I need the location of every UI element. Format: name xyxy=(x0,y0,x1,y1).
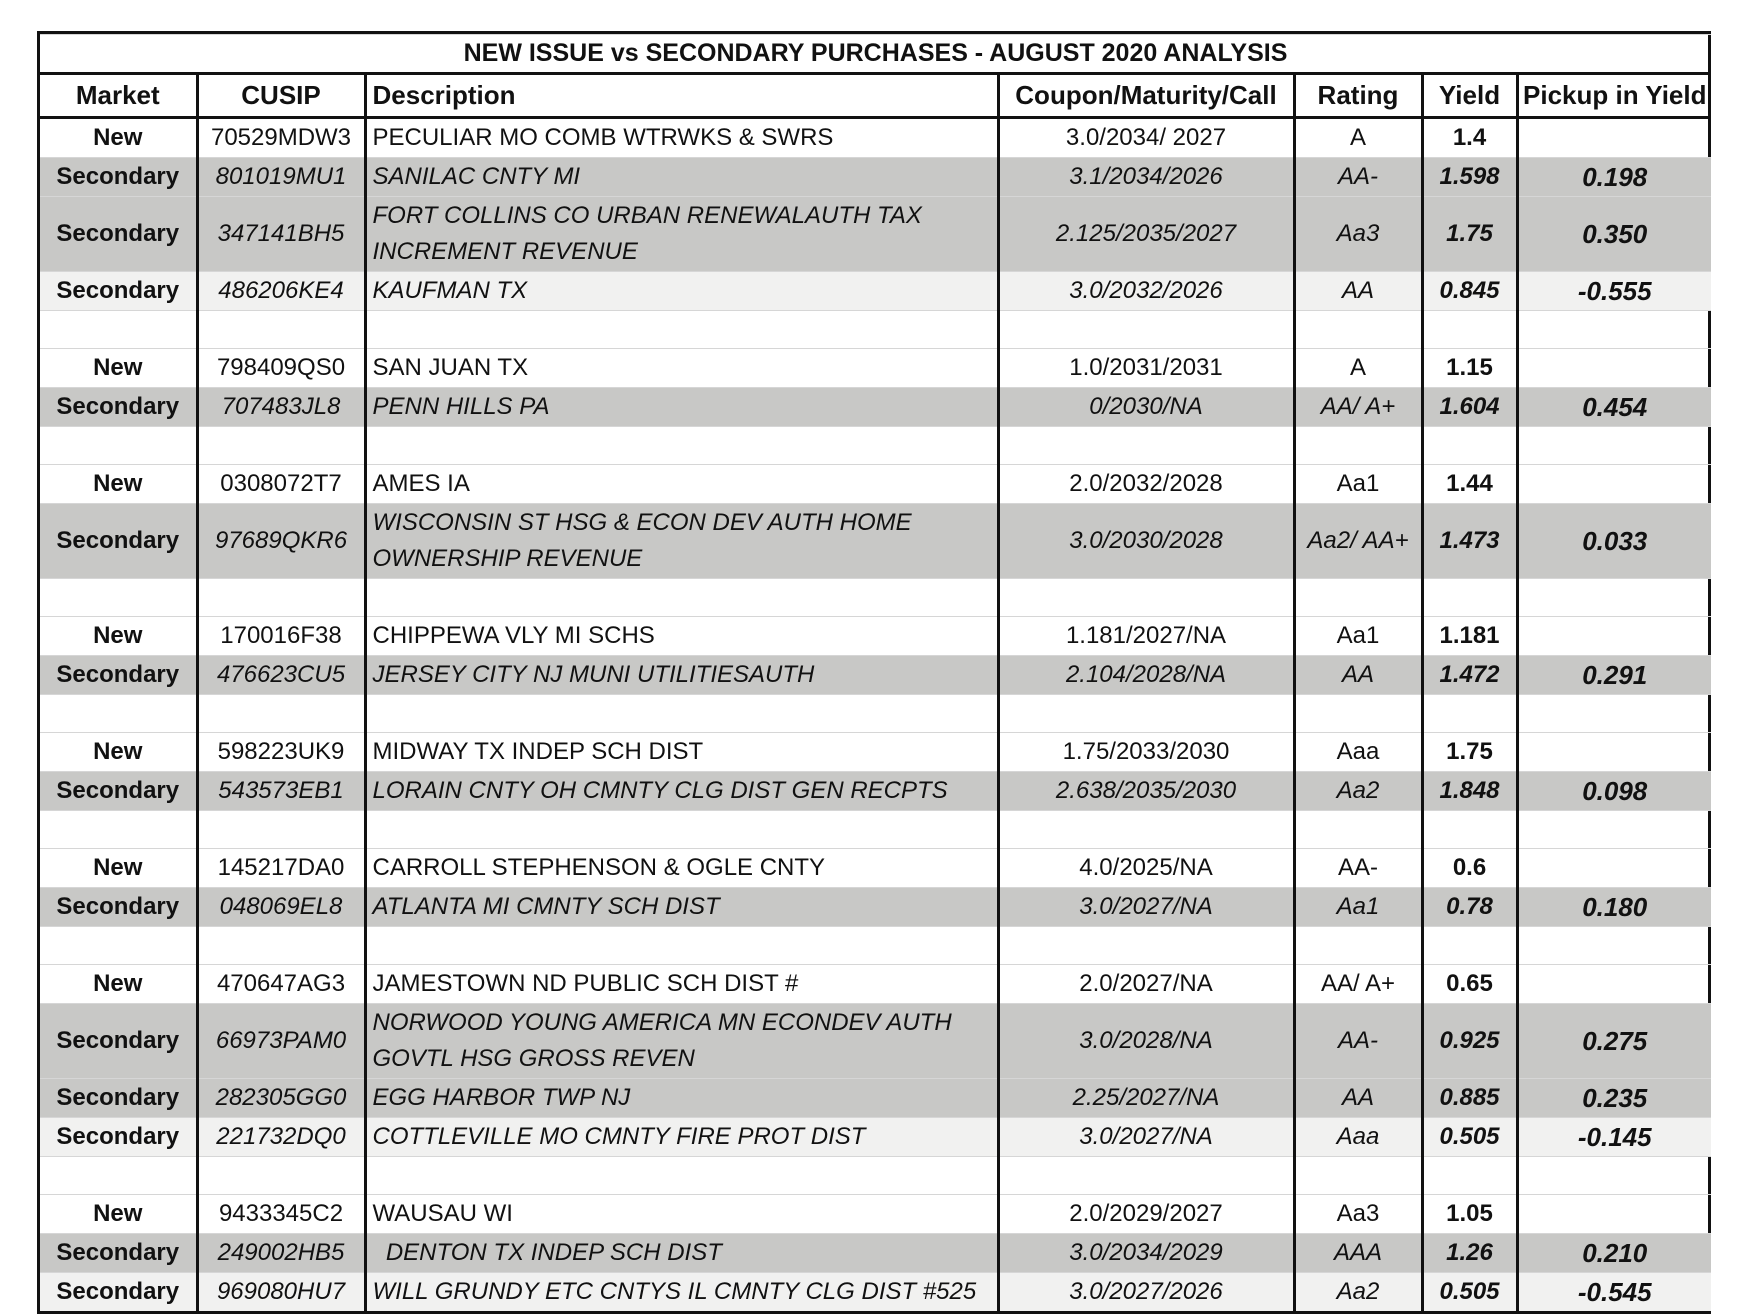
table-row xyxy=(40,888,1711,927)
yield-cell: 1.848 xyxy=(1422,772,1517,811)
description-cell: WISCONSIN ST HSG & ECON DEV AUTH HOME OWNERSHIP REVENUE xyxy=(365,504,998,579)
description-cell xyxy=(365,1157,998,1195)
pickup-cell xyxy=(1517,1157,1711,1195)
market-cell: Secondary xyxy=(40,1273,197,1312)
coupon-maturity-call-cell xyxy=(998,811,1294,849)
rating-cell: Aaa xyxy=(1294,733,1422,772)
table-row xyxy=(40,849,1711,888)
cusip-cell: 282305GG0 xyxy=(197,1079,365,1118)
pickup-cell xyxy=(1517,118,1711,158)
yield-cell: 0.65 xyxy=(1422,965,1517,1004)
market-cell: Secondary xyxy=(40,1234,197,1273)
table-row xyxy=(40,1195,1711,1234)
market-cell xyxy=(40,927,197,965)
sheet-title: NEW ISSUE vs SECONDARY PURCHASES - AUGUST 2020 ANALYSIS xyxy=(40,35,1711,74)
cusip-cell: 145217DA0 xyxy=(197,849,365,888)
yield-cell xyxy=(1422,427,1517,465)
header-rating: Rating xyxy=(1294,74,1422,118)
market-cell: Secondary xyxy=(40,1118,197,1157)
rating-cell xyxy=(1294,311,1422,349)
market-cell: New xyxy=(40,849,197,888)
header-pickup: Pickup in Yield xyxy=(1517,74,1711,118)
market-cell: Secondary xyxy=(40,1004,197,1079)
yield-cell: 1.604 xyxy=(1422,388,1517,427)
rating-cell xyxy=(1294,427,1422,465)
yield-cell xyxy=(1422,695,1517,733)
cusip-cell: 798409QS0 xyxy=(197,349,365,388)
market-cell: Secondary xyxy=(40,1079,197,1118)
cusip-cell: 707483JL8 xyxy=(197,388,365,427)
table-row xyxy=(40,1079,1711,1118)
rating-cell: AA/ A+ xyxy=(1294,388,1422,427)
analysis-sheet xyxy=(37,31,1711,1314)
rating-cell: A xyxy=(1294,349,1422,388)
description-cell: LORAIN CNTY OH CMNTY CLG DIST GEN RECPTS xyxy=(365,772,998,811)
cusip-cell xyxy=(197,1157,365,1195)
coupon-maturity-call-cell: 2.125/2035/2027 xyxy=(998,197,1294,272)
rating-cell: Aa2 xyxy=(1294,772,1422,811)
cusip-cell xyxy=(197,311,365,349)
coupon-maturity-call-cell: 3.0/2032/2026 xyxy=(998,272,1294,311)
coupon-maturity-call-cell: 3.0/2027/NA xyxy=(998,888,1294,927)
coupon-maturity-call-cell: 2.638/2035/2030 xyxy=(998,772,1294,811)
cusip-cell: 249002HB5 xyxy=(197,1234,365,1273)
coupon-maturity-call-cell xyxy=(998,695,1294,733)
yield-cell: 1.26 xyxy=(1422,1234,1517,1273)
coupon-maturity-call-cell: 2.25/2027/NA xyxy=(998,1079,1294,1118)
pickup-cell: 0.350 xyxy=(1517,197,1711,272)
description-cell xyxy=(365,695,998,733)
rating-cell: Aaa xyxy=(1294,1118,1422,1157)
coupon-maturity-call-cell: 3.0/2030/2028 xyxy=(998,504,1294,579)
header-description: Description xyxy=(365,74,998,118)
header-market: Market xyxy=(40,74,197,118)
rating-cell xyxy=(1294,1157,1422,1195)
pickup-cell xyxy=(1517,733,1711,772)
purchases-table xyxy=(40,34,1711,1311)
header-coupon-maturity-call: Coupon/Maturity/Call xyxy=(998,74,1294,118)
rating-cell: Aa3 xyxy=(1294,1195,1422,1234)
header-cusip: CUSIP xyxy=(197,74,365,118)
yield-cell xyxy=(1422,579,1517,617)
description-cell: AMES IA xyxy=(365,465,998,504)
rating-cell: AA xyxy=(1294,1079,1422,1118)
yield-cell xyxy=(1422,927,1517,965)
description-cell xyxy=(365,927,998,965)
table-row xyxy=(40,1273,1711,1312)
pickup-cell xyxy=(1517,695,1711,733)
coupon-maturity-call-cell xyxy=(998,311,1294,349)
description-cell xyxy=(365,311,998,349)
spacer-row xyxy=(40,427,1711,465)
rating-cell: Aa1 xyxy=(1294,888,1422,927)
market-cell: Secondary xyxy=(40,272,197,311)
rating-cell: Aa1 xyxy=(1294,617,1422,656)
yield-cell: 1.15 xyxy=(1422,349,1517,388)
description-cell: ATLANTA MI CMNTY SCH DIST xyxy=(365,888,998,927)
market-cell xyxy=(40,695,197,733)
pickup-cell: 0.098 xyxy=(1517,772,1711,811)
pickup-cell: 0.454 xyxy=(1517,388,1711,427)
yield-cell xyxy=(1422,311,1517,349)
cusip-cell: 476623CU5 xyxy=(197,656,365,695)
rating-cell: AA- xyxy=(1294,1004,1422,1079)
description-cell: DENTON TX INDEP SCH DIST xyxy=(365,1234,998,1273)
pickup-cell: -0.555 xyxy=(1517,272,1711,311)
market-cell xyxy=(40,811,197,849)
description-cell xyxy=(365,579,998,617)
pickup-cell: 0.291 xyxy=(1517,656,1711,695)
cusip-cell: 0308072T7 xyxy=(197,465,365,504)
spacer-row xyxy=(40,811,1711,849)
cusip-cell xyxy=(197,927,365,965)
yield-cell: 1.598 xyxy=(1422,158,1517,197)
table-row xyxy=(40,388,1711,427)
cusip-cell: 801019MU1 xyxy=(197,158,365,197)
cusip-cell: 543573EB1 xyxy=(197,772,365,811)
cusip-cell xyxy=(197,811,365,849)
description-cell: COTTLEVILLE MO CMNTY FIRE PROT DIST xyxy=(365,1118,998,1157)
pickup-cell: 0.210 xyxy=(1517,1234,1711,1273)
spacer-row xyxy=(40,1157,1711,1195)
description-cell: CARROLL STEPHENSON & OGLE CNTY xyxy=(365,849,998,888)
spacer-row xyxy=(40,311,1711,349)
coupon-maturity-call-cell: 2.0/2032/2028 xyxy=(998,465,1294,504)
market-cell: New xyxy=(40,349,197,388)
yield-cell: 1.181 xyxy=(1422,617,1517,656)
cusip-cell xyxy=(197,579,365,617)
yield-cell: 0.505 xyxy=(1422,1118,1517,1157)
coupon-maturity-call-cell: 2.104/2028/NA xyxy=(998,656,1294,695)
pickup-cell xyxy=(1517,927,1711,965)
table-row xyxy=(40,118,1711,158)
coupon-maturity-call-cell: 3.0/2028/NA xyxy=(998,1004,1294,1079)
pickup-cell xyxy=(1517,465,1711,504)
rating-cell: AA- xyxy=(1294,849,1422,888)
yield-cell: 1.44 xyxy=(1422,465,1517,504)
table-row xyxy=(40,272,1711,311)
rating-cell xyxy=(1294,579,1422,617)
coupon-maturity-call-cell xyxy=(998,1157,1294,1195)
rating-cell: Aa3 xyxy=(1294,197,1422,272)
cusip-cell xyxy=(197,695,365,733)
cusip-cell: 70529MDW3 xyxy=(197,118,365,158)
pickup-cell: 0.198 xyxy=(1517,158,1711,197)
pickup-cell xyxy=(1517,617,1711,656)
coupon-maturity-call-cell: 3.0/2027/2026 xyxy=(998,1273,1294,1312)
yield-cell: 0.78 xyxy=(1422,888,1517,927)
pickup-cell: -0.545 xyxy=(1517,1273,1711,1312)
pickup-cell: -0.145 xyxy=(1517,1118,1711,1157)
pickup-cell xyxy=(1517,965,1711,1004)
coupon-maturity-call-cell: 3.0/2034/2029 xyxy=(998,1234,1294,1273)
market-cell: New xyxy=(40,118,197,158)
pickup-cell: 0.275 xyxy=(1517,1004,1711,1079)
cusip-cell: 470647AG3 xyxy=(197,965,365,1004)
description-cell: MIDWAY TX INDEP SCH DIST xyxy=(365,733,998,772)
table-row xyxy=(40,465,1711,504)
cusip-cell: 486206KE4 xyxy=(197,272,365,311)
description-cell: SAN JUAN TX xyxy=(365,349,998,388)
table-row xyxy=(40,733,1711,772)
description-cell: CHIPPEWA VLY MI SCHS xyxy=(365,617,998,656)
pickup-cell xyxy=(1517,349,1711,388)
cusip-cell: 9433345C2 xyxy=(197,1195,365,1234)
table-row xyxy=(40,504,1711,579)
yield-cell: 0.845 xyxy=(1422,272,1517,311)
description-cell xyxy=(365,811,998,849)
coupon-maturity-call-cell xyxy=(998,927,1294,965)
description-cell: NORWOOD YOUNG AMERICA MN ECONDEV AUTH GOVTL HSG GROSS REVEN xyxy=(365,1004,998,1079)
description-cell: JERSEY CITY NJ MUNI UTILITIESAUTH xyxy=(365,656,998,695)
market-cell xyxy=(40,1157,197,1195)
spacer-row xyxy=(40,579,1711,617)
pickup-cell: 0.033 xyxy=(1517,504,1711,579)
market-cell: Secondary xyxy=(40,158,197,197)
market-cell: Secondary xyxy=(40,656,197,695)
market-cell: New xyxy=(40,465,197,504)
rating-cell: Aa2/ AA+ xyxy=(1294,504,1422,579)
coupon-maturity-call-cell xyxy=(998,579,1294,617)
header-yield: Yield xyxy=(1422,74,1517,118)
table-row xyxy=(40,965,1711,1004)
yield-cell: 1.75 xyxy=(1422,733,1517,772)
market-cell: Secondary xyxy=(40,197,197,272)
description-cell: JAMESTOWN ND PUBLIC SCH DIST # xyxy=(365,965,998,1004)
coupon-maturity-call-cell: 1.181/2027/NA xyxy=(998,617,1294,656)
cusip-cell: 97689QKR6 xyxy=(197,504,365,579)
pickup-cell xyxy=(1517,579,1711,617)
yield-cell: 0.885 xyxy=(1422,1079,1517,1118)
rating-cell: AA- xyxy=(1294,158,1422,197)
market-cell xyxy=(40,311,197,349)
description-cell: FORT COLLINS CO URBAN RENEWALAUTH TAX INCREMENT REVENUE xyxy=(365,197,998,272)
description-cell: WILL GRUNDY ETC CNTYS IL CMNTY CLG DIST #525 xyxy=(365,1273,998,1312)
spacer-row xyxy=(40,927,1711,965)
coupon-maturity-call-cell xyxy=(998,427,1294,465)
description-cell: SANILAC CNTY MI xyxy=(365,158,998,197)
market-cell: New xyxy=(40,617,197,656)
cusip-cell: 598223UK9 xyxy=(197,733,365,772)
cusip-cell: 048069EL8 xyxy=(197,888,365,927)
market-cell: New xyxy=(40,1195,197,1234)
market-cell: New xyxy=(40,965,197,1004)
description-cell: PENN HILLS PA xyxy=(365,388,998,427)
pickup-cell xyxy=(1517,849,1711,888)
pickup-cell: 0.235 xyxy=(1517,1079,1711,1118)
rating-cell: AA xyxy=(1294,272,1422,311)
pickup-cell xyxy=(1517,427,1711,465)
yield-cell xyxy=(1422,1157,1517,1195)
pickup-cell xyxy=(1517,1195,1711,1234)
table-row xyxy=(40,656,1711,695)
coupon-maturity-call-cell: 2.0/2029/2027 xyxy=(998,1195,1294,1234)
table-row xyxy=(40,158,1711,197)
table-row xyxy=(40,1118,1711,1157)
description-cell: KAUFMAN TX xyxy=(365,272,998,311)
cusip-cell: 969080HU7 xyxy=(197,1273,365,1312)
rating-cell xyxy=(1294,927,1422,965)
coupon-maturity-call-cell: 3.0/2027/NA xyxy=(998,1118,1294,1157)
description-cell: EGG HARBOR TWP NJ xyxy=(365,1079,998,1118)
yield-cell: 1.4 xyxy=(1422,118,1517,158)
rating-cell: AAA xyxy=(1294,1234,1422,1273)
header-row xyxy=(40,74,1711,118)
rating-cell xyxy=(1294,811,1422,849)
rating-cell: A xyxy=(1294,118,1422,158)
description-cell xyxy=(365,427,998,465)
table-row xyxy=(40,772,1711,811)
description-cell: WAUSAU WI xyxy=(365,1195,998,1234)
rating-cell: Aa2 xyxy=(1294,1273,1422,1312)
market-cell: Secondary xyxy=(40,888,197,927)
yield-cell: 1.75 xyxy=(1422,197,1517,272)
yield-cell: 0.505 xyxy=(1422,1273,1517,1312)
pickup-cell xyxy=(1517,311,1711,349)
cusip-cell: 221732DQ0 xyxy=(197,1118,365,1157)
yield-cell: 0.6 xyxy=(1422,849,1517,888)
pickup-cell xyxy=(1517,811,1711,849)
table-row xyxy=(40,197,1711,272)
cusip-cell: 347141BH5 xyxy=(197,197,365,272)
table-row xyxy=(40,617,1711,656)
table-row xyxy=(40,1234,1711,1273)
market-cell xyxy=(40,579,197,617)
cusip-cell: 170016F38 xyxy=(197,617,365,656)
cusip-cell xyxy=(197,427,365,465)
coupon-maturity-call-cell: 4.0/2025/NA xyxy=(998,849,1294,888)
cusip-cell: 66973PAM0 xyxy=(197,1004,365,1079)
coupon-maturity-call-cell: 1.0/2031/2031 xyxy=(998,349,1294,388)
rating-cell: AA xyxy=(1294,656,1422,695)
rating-cell xyxy=(1294,695,1422,733)
description-cell: PECULIAR MO COMB WTRWKS & SWRS xyxy=(365,118,998,158)
spacer-row xyxy=(40,695,1711,733)
market-cell xyxy=(40,427,197,465)
coupon-maturity-call-cell: 3.0/2034/ 2027 xyxy=(998,118,1294,158)
coupon-maturity-call-cell: 3.1/2034/2026 xyxy=(998,158,1294,197)
yield-cell: 1.473 xyxy=(1422,504,1517,579)
coupon-maturity-call-cell: 2.0/2027/NA xyxy=(998,965,1294,1004)
yield-cell: 1.05 xyxy=(1422,1195,1517,1234)
market-cell: Secondary xyxy=(40,504,197,579)
market-cell: Secondary xyxy=(40,772,197,811)
market-cell: Secondary xyxy=(40,388,197,427)
rating-cell: Aa1 xyxy=(1294,465,1422,504)
yield-cell: 0.925 xyxy=(1422,1004,1517,1079)
table-row xyxy=(40,349,1711,388)
table-row xyxy=(40,1004,1711,1079)
yield-cell xyxy=(1422,811,1517,849)
market-cell: New xyxy=(40,733,197,772)
coupon-maturity-call-cell: 0/2030/NA xyxy=(998,388,1294,427)
yield-cell: 1.472 xyxy=(1422,656,1517,695)
coupon-maturity-call-cell: 1.75/2033/2030 xyxy=(998,733,1294,772)
rating-cell: AA/ A+ xyxy=(1294,965,1422,1004)
pickup-cell: 0.180 xyxy=(1517,888,1711,927)
